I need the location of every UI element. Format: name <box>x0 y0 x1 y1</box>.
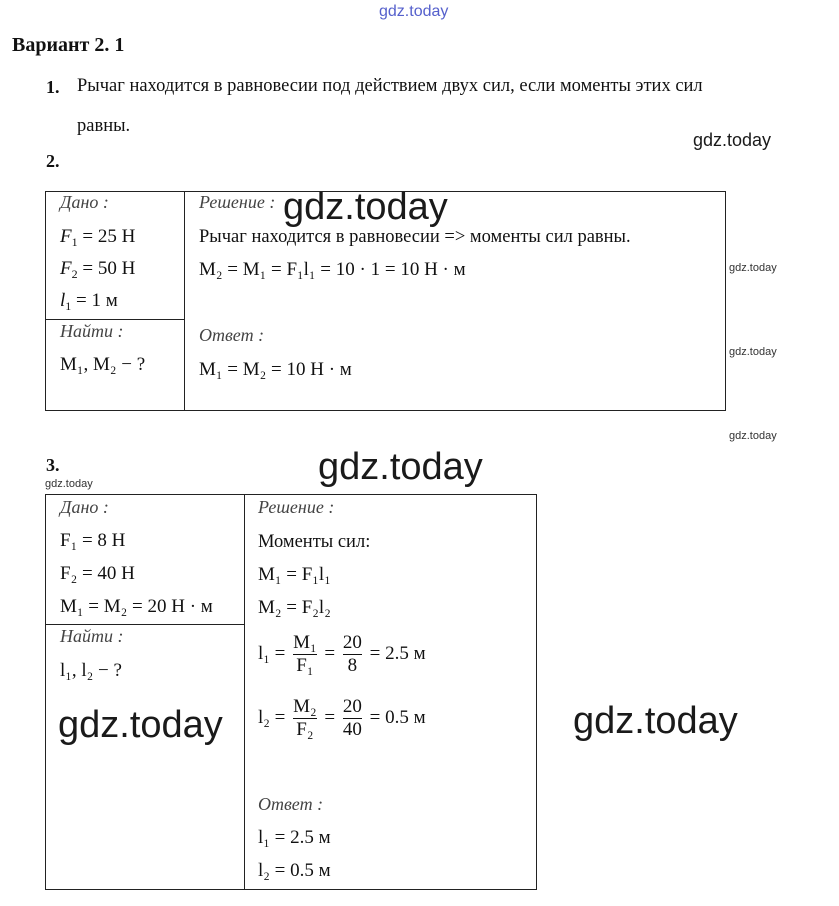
fraction <box>343 632 362 677</box>
find-label: Найти : <box>60 626 124 646</box>
numerator: 20 <box>342 632 362 653</box>
fraction <box>343 696 362 741</box>
given-moments: M₁ = M₂ = 20 Н · м <box>60 596 213 617</box>
task1-text-line2: равны. <box>77 116 131 136</box>
watermark: gdz.today <box>693 130 772 150</box>
given-f2 <box>60 258 135 282</box>
find-text: M₁, M₂ − ? <box>60 354 146 375</box>
moments-label: Моменты сил: <box>258 532 371 552</box>
denominator: F₂ <box>293 718 317 741</box>
task-number: 3. <box>46 455 60 475</box>
solution-formula: M₂ = M₁ = F₁l₁ = 10 · 1 = 10 Н · м <box>199 259 466 280</box>
watermark: gdz.today <box>283 186 448 228</box>
fraction <box>293 632 317 677</box>
l2-result: = 0.5 м <box>369 706 426 728</box>
var-symbol: l <box>60 290 66 311</box>
task1-text-line1: Рычаг находится в равновесии под действием двух сил, если моменты этих сил <box>77 76 703 96</box>
denominator: 8 <box>343 654 362 677</box>
answer-l1: l₁ = 2.5 м <box>258 827 331 848</box>
watermark: gdz.today <box>729 262 777 274</box>
task-number: 2. <box>46 151 60 171</box>
divider <box>184 191 185 410</box>
given-l1 <box>60 290 118 314</box>
var-value: = 50 Н <box>77 258 136 279</box>
given-f1 <box>60 226 135 250</box>
given-f2: F₂ = 40 Н <box>60 563 135 584</box>
answer-label: Ответ : <box>199 325 265 345</box>
numerator: M₁ <box>293 632 317 653</box>
watermark: gdz.today <box>379 3 449 20</box>
answer-label: Ответ : <box>258 794 324 814</box>
l1-result: = 2.5 м <box>369 642 426 664</box>
divider <box>244 494 245 889</box>
var-symbol: F <box>60 258 72 279</box>
divider <box>45 319 185 320</box>
given-f1: F₁ = 8 Н <box>60 530 126 551</box>
var-subscript: 1 <box>65 299 72 313</box>
answer-l2: l₂ = 0.5 м <box>258 860 331 881</box>
watermark: gdz.today <box>573 700 738 742</box>
watermark: gdz.today <box>58 704 223 746</box>
watermark: gdz.today <box>729 430 777 442</box>
l1-lhs: l₁ = <box>258 642 286 664</box>
l2-equation: l₂ = $\frac{\text{M₂}}{\text{F₂}}$ = $\frac{20}{40}$ = 0.5 м <box>258 696 426 740</box>
task-number: 1. <box>46 77 60 97</box>
var-subscript: 2 <box>71 267 78 281</box>
solution-label: Решение : <box>258 497 335 517</box>
watermark: gdz.today <box>729 346 777 358</box>
fraction <box>293 696 317 741</box>
solution-text: Рычаг находится в равновесии => моменты сил равны. <box>199 227 631 247</box>
given-label: Дано : <box>60 497 109 517</box>
m2-formula: M₂ = F₂l₂ <box>258 597 331 618</box>
watermark: gdz.today <box>318 446 483 488</box>
given-label: Дано : <box>60 192 109 212</box>
denominator: F₁ <box>293 654 317 677</box>
numerator: 20 <box>342 696 362 717</box>
task2-table <box>45 191 726 411</box>
watermark: gdz.today <box>45 478 93 490</box>
page-title: Вариант 2. 1 <box>12 34 125 56</box>
var-value: = 25 Н <box>77 226 136 247</box>
solution-label: Решение : <box>199 192 276 212</box>
find-label: Найти : <box>60 321 124 341</box>
var-subscript: 1 <box>71 235 78 249</box>
divider <box>45 624 245 625</box>
m1-formula: M₁ = F₁l₁ <box>258 564 331 585</box>
denominator: 40 <box>342 719 362 740</box>
var-value: = 1 м <box>71 290 118 311</box>
answer-value: M₁ = M₂ = 10 Н · м <box>199 359 352 380</box>
numerator: M₂ <box>293 696 317 717</box>
l1-equation: l₁ = $\frac{\text{M₁}}{\text{F₁}}$ = $\frac{20}{8}$ = 2.5 м <box>258 632 426 676</box>
find-text: l₁, l₂ − ? <box>60 660 122 681</box>
l2-lhs: l₂ = <box>258 706 286 728</box>
var-symbol: F <box>60 226 72 247</box>
